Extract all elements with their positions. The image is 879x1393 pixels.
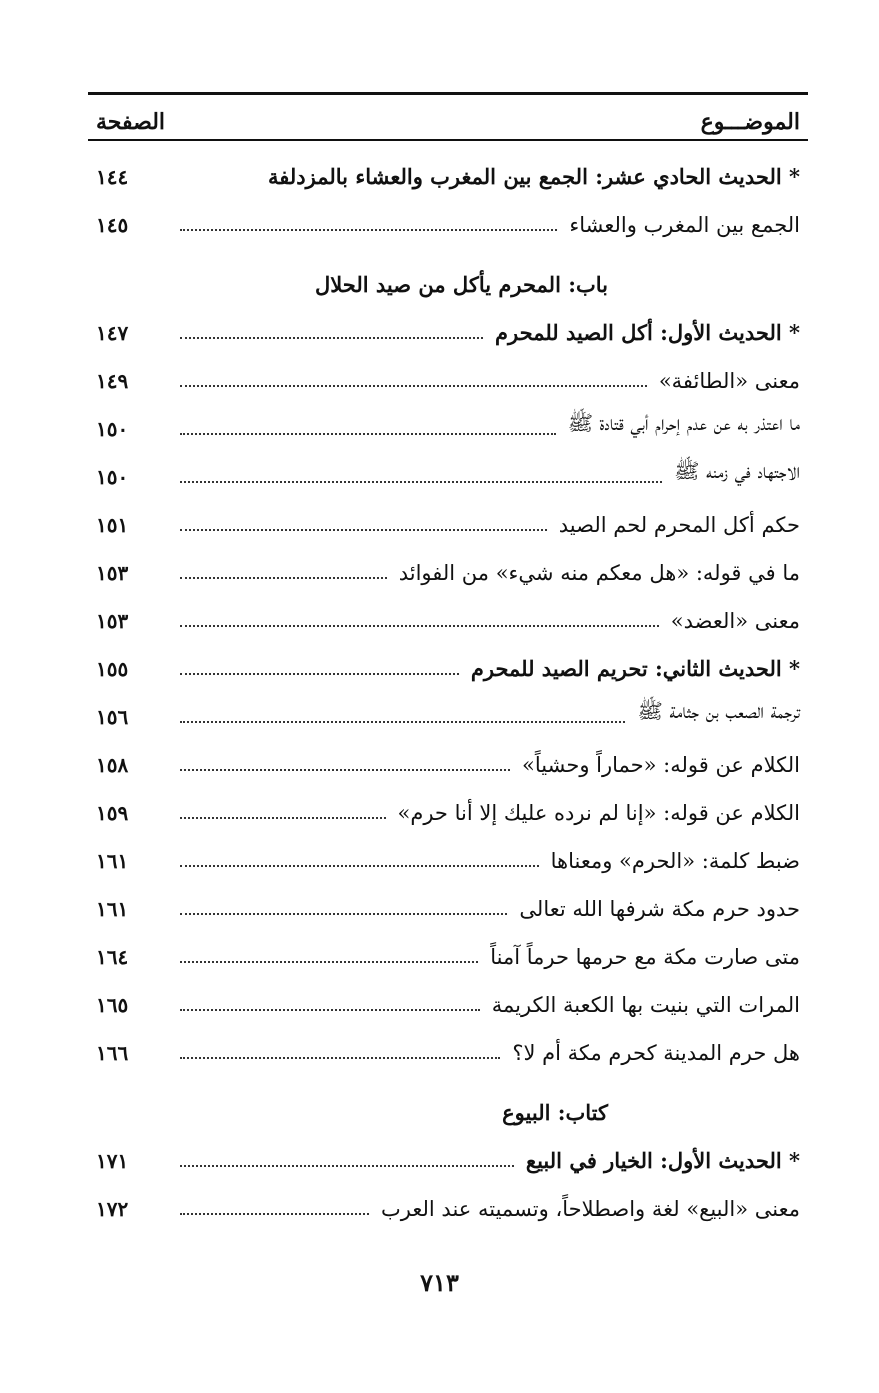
toc-entry: [88, 729, 808, 777]
dot-leader: [180, 865, 539, 867]
entry-page: ١٥٩: [96, 801, 129, 825]
toc-header: [88, 95, 808, 139]
toc-entry: [88, 537, 808, 585]
dot-leader: [180, 1009, 480, 1011]
entry-page: ١٥٠: [96, 465, 129, 489]
entry-page: ١٦٦: [96, 1041, 129, 1065]
entry-page: ١٥٣: [96, 561, 129, 585]
entry-text: الكلام عن قوله: «إنا لم نرده عليك إلا أنا حرم»: [397, 801, 800, 825]
toc-entry: [88, 969, 808, 1017]
toc-entry: [88, 1173, 808, 1221]
toc-entry: [88, 393, 808, 441]
dot-leader: [180, 229, 557, 231]
dot-leader: [180, 1057, 500, 1059]
toc-entry: [88, 633, 808, 681]
toc-entry: [88, 825, 808, 873]
dot-leader: [180, 1213, 369, 1215]
dot-leader: [180, 769, 510, 771]
entry-page: ١٥١: [96, 513, 129, 537]
section-heading: باب: المحرم يأكل من صيد الحلال: [315, 272, 608, 297]
entry-text: الكلام عن قوله: «حماراً وحشياً»: [522, 753, 800, 777]
entry-page: ١٦٤: [96, 945, 129, 969]
toc-entry: [88, 681, 808, 729]
dot-leader: [180, 817, 386, 819]
entry-page: ١٦٥: [96, 993, 129, 1017]
toc-entry: [88, 297, 808, 345]
entry-page: ١٧١: [96, 1149, 129, 1173]
dot-leader: [180, 721, 625, 723]
entry-page: ١٤٥: [96, 213, 129, 237]
entry-page: ١٥٠: [96, 417, 129, 441]
dot-leader: [180, 673, 459, 675]
dot-leader: [180, 385, 647, 387]
toc-entry: [88, 777, 808, 825]
entry-page: ١٧٢: [96, 1197, 129, 1221]
entry-page: ١٤٩: [96, 369, 129, 393]
entry-page: ١٦١: [96, 897, 129, 921]
toc-entry: [88, 1017, 808, 1065]
entry-text: * الحديث الأول: الخيار في البيع: [525, 1148, 800, 1173]
dot-leader: [180, 577, 387, 579]
entry-text: حكم أكل المحرم لحم الصيد: [558, 513, 800, 537]
entry-text: معنى «العضد»: [670, 609, 800, 633]
entry-text: الجمع بين المغرب والعشاء: [569, 213, 800, 237]
entry-text: ما في قوله: «هل معكم منه شيء» من الفوائد: [398, 561, 800, 585]
entry-text: حدود حرم مكة شرفها الله تعالى: [519, 897, 800, 921]
dot-leader: [180, 337, 483, 339]
entry-page: ١٥٥: [96, 657, 129, 681]
entry-page: ١٤٧: [96, 321, 129, 345]
toc-entry: [88, 873, 808, 921]
dot-leader: [180, 1165, 514, 1167]
entry-text: ترجمة الصعب بن جثامة ﷺ: [637, 699, 800, 723]
entry-text: الاجتهاد في زمنه ﷺ: [674, 459, 800, 483]
dot-leader: [180, 913, 507, 915]
dot-leader: [180, 481, 662, 483]
page-number: ٧١٣: [420, 1268, 459, 1297]
toc-entry: [88, 1125, 808, 1173]
dot-leader: [180, 625, 659, 627]
entry-page: ١٦١: [96, 849, 129, 873]
toc-entry: [88, 489, 808, 537]
page-column-label: الصفحة: [96, 109, 166, 135]
entry-page: ١٥٦: [96, 705, 129, 729]
dot-leader: [180, 433, 556, 435]
entry-page: ١٥٨: [96, 753, 129, 777]
dot-leader: [180, 529, 547, 531]
entry-page: ١٤٤: [96, 165, 129, 189]
entry-text: المرات التي بنيت بها الكعبة الكريمة: [491, 993, 800, 1017]
subject-column-label: الموضـــوع: [700, 109, 800, 135]
entry-text: * الحديث الأول: أكل الصيد للمحرم: [495, 320, 800, 345]
entry-text: * الحديث الثاني: تحريم الصيد للمحرم: [470, 656, 800, 681]
entry-page: ١٥٣: [96, 609, 129, 633]
entry-text: معنى «البيع» لغة واصطلاحاً، وتسميته عند العرب: [381, 1197, 800, 1221]
entry-text: * الحديث الحادي عشر: الجمع بين المغرب والعشاء بالمزدلفة: [268, 164, 800, 189]
section-heading: كتاب: البيوع: [502, 1100, 608, 1125]
toc-entry: [88, 345, 808, 393]
toc-entry: [88, 585, 808, 633]
entry-text: ضبط كلمة: «الحرم» ومعناها: [550, 849, 800, 873]
toc-entry: [88, 441, 808, 489]
toc-entry: [88, 921, 808, 969]
dot-leader: [180, 961, 478, 963]
toc-entry: [88, 189, 808, 237]
entry-text: متى صارت مكة مع حرمها حرماً آمناً: [490, 945, 800, 969]
entry-text: هل حرم المدينة كحرم مكة أم لا؟: [512, 1041, 800, 1065]
entry-text: ما اعتذر به عن عدم إحرام أبي قتادة ﷺ: [567, 411, 800, 435]
toc-entry: [88, 141, 808, 189]
toc-page: [88, 92, 808, 1221]
entry-text: معنى «الطائفة»: [658, 369, 800, 393]
